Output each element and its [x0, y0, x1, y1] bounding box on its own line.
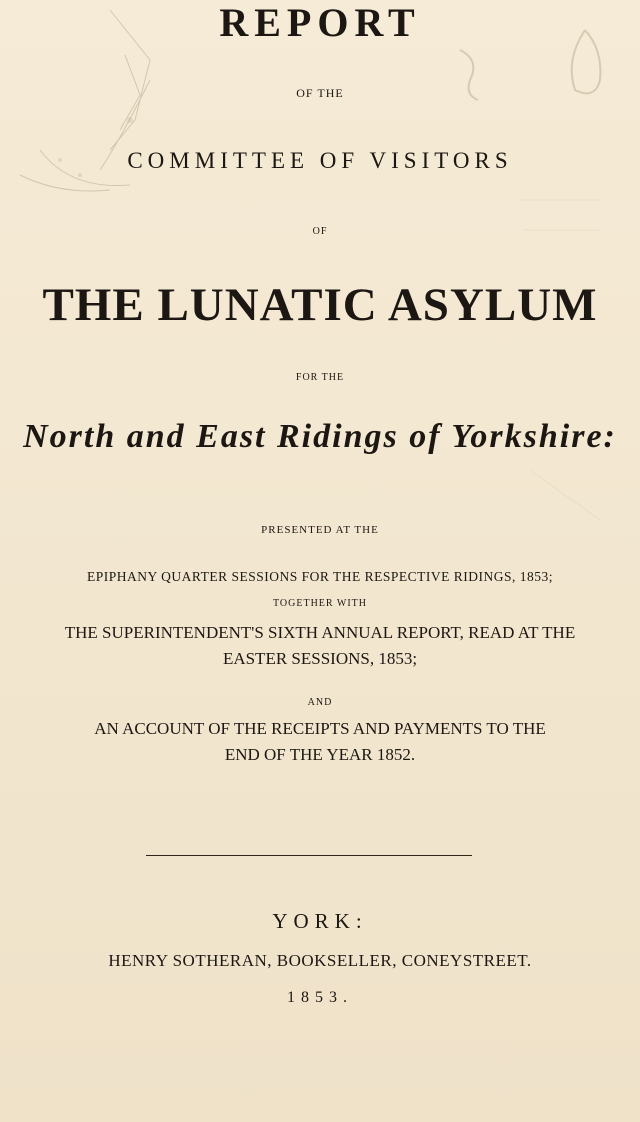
presented-text: PRESENTED AT THE: [261, 524, 379, 536]
superintendent-line-2: EASTER SESSIONS, 1853;: [222, 649, 418, 668]
and-text: AND: [307, 697, 333, 708]
superintendent-block: [0, 620, 640, 672]
report-heading: REPORT: [219, 0, 421, 45]
account-block: [0, 716, 640, 768]
of-text: OF: [312, 226, 328, 237]
epiphany-line: EPIPHANY QUARTER SESSIONS FOR THE RESPECTIVE RIDINGS, 1853;: [87, 569, 553, 584]
superintendent-line-1: THE SUPERINTENDENT'S SIXTH ANNUAL REPORT, READ AT THE: [64, 623, 576, 642]
asylum-heading: THE LUNATIC ASYLUM: [42, 279, 598, 331]
imprint-publisher: HENRY SOTHERAN, BOOKSELLER, CONEYSTREET.: [108, 951, 532, 970]
ridings-heading: North and East Ridings of Yorkshire:: [23, 418, 617, 455]
committee-heading: COMMITTEE OF VISITORS: [127, 148, 513, 173]
account-line-2: END OF THE YEAR 1852.: [224, 745, 416, 764]
imprint-year: 1853.: [287, 989, 353, 1006]
of-the-text: OF THE: [296, 86, 344, 100]
together-text: TOGETHER WITH: [272, 598, 367, 609]
imprint-place: YORK:: [272, 909, 368, 933]
divider-rule: [146, 855, 472, 856]
for-the-text: FOR THE: [295, 372, 345, 383]
account-line-1: AN ACCOUNT OF THE RECEIPTS AND PAYMENTS TO THE: [94, 719, 546, 738]
